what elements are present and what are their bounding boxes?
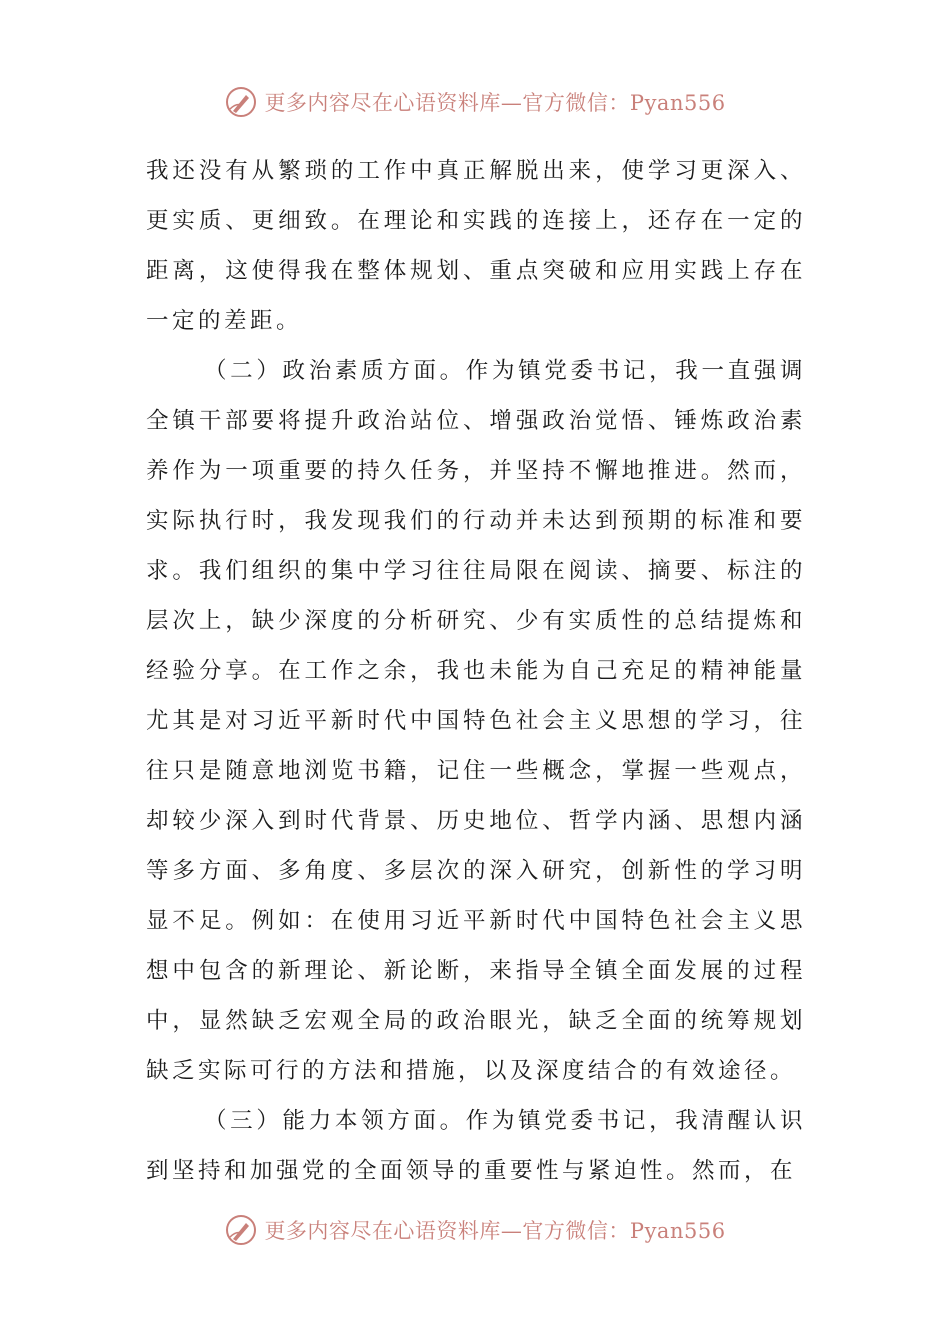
document-body <box>146 146 806 1196</box>
pen-logo-icon <box>224 1213 258 1247</box>
paragraph-3: （三）能力本领方面。作为镇党委书记，我清醒认识到坚持和加强党的全面领导的重要性与紧迫性。然而，在 <box>146 1108 806 1184</box>
footer-banner-text: 更多内容尽在心语资料库—官方微信：Pyan556 <box>264 1219 726 1243</box>
pen-logo-icon <box>224 85 258 119</box>
footer-banner <box>0 1208 950 1252</box>
paragraph-1: 我还没有从繁琐的工作中真正解脱出来，使学习更深入、更实质、更细致。在理论和实践的连接上，还存在一定的距离，这使得我在整体规划、重点突破和应用实践上存在一定的差距。 <box>146 158 806 334</box>
header-banner <box>0 80 950 124</box>
header-banner-text: 更多内容尽在心语资料库—官方微信：Pyan556 <box>264 91 726 115</box>
paragraph-2: （二）政治素质方面。作为镇党委书记，我一直强调全镇干部要将提升政治站位、增强政治觉悟、锤炼政治素养作为一项重要的持久任务，并坚持不懈地推进。然而，实际执行时，我发现我们的行动并未达到预期的标准和要求。我们组织的集中学习往往局限在阅读、摘要、标注的层次上，缺少深度的分析研究、少有实质性的总结提炼和经验分享。在工作之余，我也未能为自己充足的精神能量尤其是对习近平新时代中国特色社会主义思想的学习，往往只是随意地浏览书籍，记住一些概念，掌握一些观点，却较少深入到时代背景、历史地位、哲学内涵、思想内涵等多方面、多角度、多层次的深入研究，创新性的学习明显不足。例如：在使用习近平新时代中国特色社会主义思想中包含的新理论、新论断，来指导全镇全面发展的过程中，显然缺乏宏观全局的政治眼光，缺乏全面的统筹规划缺乏实际可行的方法和措施，以及深度结合的有效途径。 <box>146 358 806 1084</box>
